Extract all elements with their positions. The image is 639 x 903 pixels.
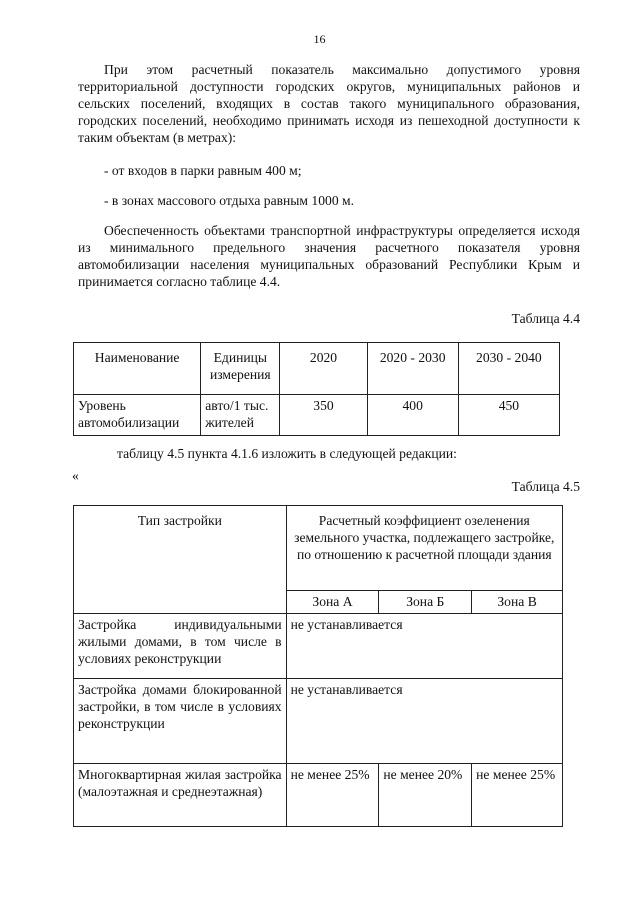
table-header-row — [74, 506, 563, 591]
header-cell-zone: Зона В — [472, 591, 563, 614]
table-row — [74, 395, 560, 436]
table-cell: не менее 25% — [472, 764, 563, 827]
header-cell: 2020 — [280, 343, 367, 395]
header-cell: 2030 - 2040 — [458, 343, 559, 395]
table-cell: не устанавливается — [286, 679, 562, 764]
paragraph-transport: Обеспеченность объектами транспортной инфраструктуры определяется исходя из минимального предельного значения расчетного показателя уровня автомобилизации населения муниципальных образований Республики Крым и принимается согласно таблице 4.4. — [78, 223, 580, 289]
header-cell-zone: Зона А — [286, 591, 379, 614]
header-cell: 2020 - 2030 — [367, 343, 458, 395]
table-row — [74, 614, 563, 679]
table-cell: Уровень автомобилизации — [74, 395, 201, 436]
table-row — [74, 679, 563, 764]
table-cell: 350 — [280, 395, 367, 436]
paragraph-accessibility: При этом расчетный показатель максимально допустимого уровня территориальной доступности городских округов, муниципальных районов и сельских поселений, входящих в состав такого муниципального образования, городских поселений, необходимо принимать исходя из пешеходной доступности к таким объектам (в метрах): — [78, 62, 580, 145]
table-row — [74, 764, 563, 827]
header-cell-zone: Зона Б — [379, 591, 472, 614]
table-cell: не менее 25% — [286, 764, 379, 827]
table-cell: Застройка домами блокированной застройки, в том числе в условиях реконструкции — [74, 679, 287, 764]
header-cell: Единицы измерения — [201, 343, 280, 395]
header-cell-type: Тип застройки — [74, 506, 287, 614]
table-4-5 — [73, 505, 563, 827]
table-cell: не менее 20% — [379, 764, 472, 827]
bullet-parks: - от входов в парки равным 400 м; — [104, 163, 302, 178]
table-cell: авто/1 тыс. жителей — [201, 395, 280, 436]
bullet-recreation: - в зонах массового отдыха равным 1000 м. — [104, 193, 355, 208]
table-cell: Застройка индивидуальными жилыми домами, в том числе в условиях реконструкции — [74, 614, 287, 679]
instruction-text: таблицу 4.5 пункта 4.1.6 изложить в следующей редакции: — [117, 446, 457, 461]
table-cell: Многоквартирная жилая застройка (малоэтажная и среднеэтажная) — [74, 764, 287, 827]
table-4-5-caption: Таблица 4.5 — [511, 479, 580, 494]
table-cell: не устанавливается — [286, 614, 562, 679]
page-number: 16 — [313, 32, 326, 46]
header-cell-coefficient: Расчетный коэффициент озеленения земельного участка, подлежащего застройке, по отношению к расчетной площади здания — [286, 506, 562, 591]
table-4-4 — [73, 342, 560, 436]
header-cell: Наименование — [74, 343, 201, 395]
table-cell: 400 — [367, 395, 458, 436]
table-header-row — [74, 343, 560, 395]
table-4-4-caption: Таблица 4.4 — [511, 311, 580, 326]
opening-quote: « — [72, 468, 79, 483]
table-cell: 450 — [458, 395, 559, 436]
